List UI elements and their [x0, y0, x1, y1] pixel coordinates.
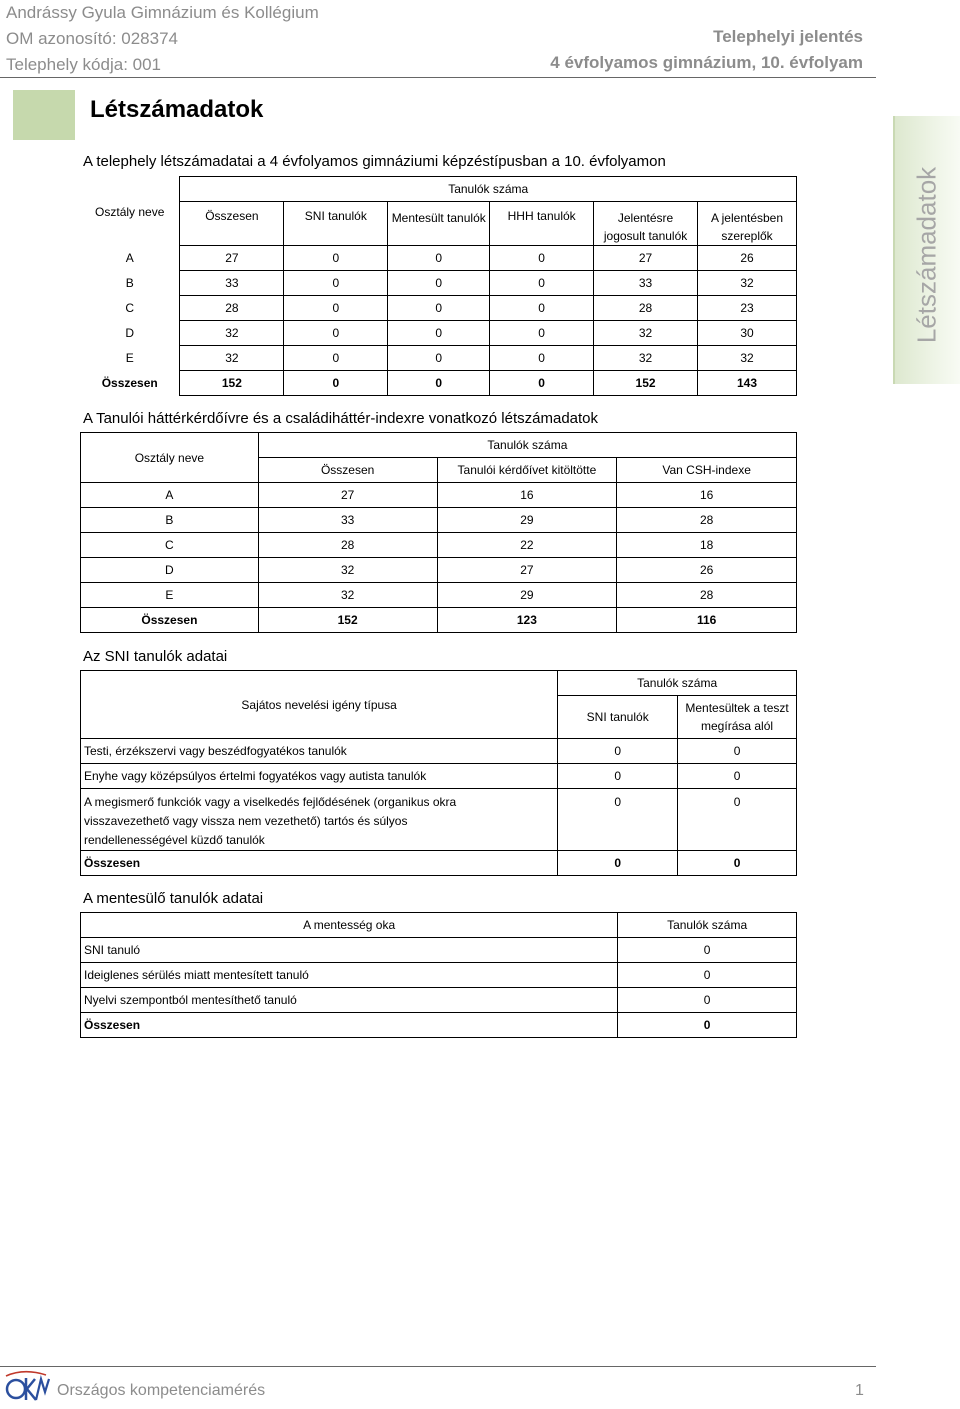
cell: 28	[180, 296, 284, 321]
col-header: Mentesült tanulók	[388, 202, 490, 246]
cell: 0	[558, 764, 678, 789]
table-row	[80, 246, 797, 271]
cell: 0	[490, 346, 594, 371]
table-row	[80, 271, 797, 296]
section-title: Létszámadatok	[90, 96, 264, 123]
table-row	[81, 583, 797, 608]
col-header: HHH tanulók	[490, 202, 594, 246]
cell: 0	[490, 321, 594, 346]
cell: 0	[284, 246, 388, 271]
om-id: OM azonosító: 028374	[6, 29, 179, 48]
cell: 0	[388, 296, 490, 321]
cell: 33	[258, 508, 437, 533]
cell: 28	[617, 583, 797, 608]
cell: C	[125, 301, 135, 315]
total-row	[81, 851, 797, 876]
cell: Összesen	[81, 608, 259, 633]
table-row	[81, 483, 797, 508]
site-code: Telephely kódja: 001	[6, 55, 162, 74]
cell: 0	[284, 371, 388, 396]
cell: 0	[284, 271, 388, 296]
cell: 33	[180, 271, 284, 296]
header-left	[6, 0, 319, 78]
okm-logo-icon	[4, 1370, 50, 1406]
table-row	[81, 789, 797, 851]
col-header: A jelentésben szereplők	[698, 202, 797, 246]
table2-caption: A Tanulói háttérkérdőívre és a családiháttér-indexre vonatkozó létszámadatok	[83, 410, 599, 427]
cell: 0	[618, 988, 797, 1013]
table-row	[80, 346, 797, 371]
table4-caption: A mentesülő tanulók adatai	[83, 890, 264, 907]
cell: Összesen	[81, 851, 558, 876]
table-row	[81, 558, 797, 583]
cell: 29	[437, 508, 617, 533]
class-name-header: Osztály neve	[81, 433, 259, 483]
class-name-header: Osztály neve	[95, 204, 165, 219]
cell: B	[125, 276, 134, 290]
page-number: 1	[855, 1382, 864, 1399]
cell: 143	[698, 371, 797, 396]
group-header: Tanulók száma	[558, 671, 797, 696]
header-divider	[0, 77, 876, 78]
cell: Összesen	[101, 376, 158, 390]
cell: SNI tanuló	[81, 938, 618, 963]
table1-body	[80, 246, 797, 396]
table-row	[81, 764, 797, 789]
cell: 18	[617, 533, 797, 558]
cell: 28	[617, 508, 797, 533]
table-row	[80, 321, 797, 346]
background-table	[80, 432, 797, 633]
cell: Testi, érzékszervi vagy beszédfogyatékos tanulók	[81, 739, 558, 764]
cell: 0	[678, 739, 797, 764]
cell: 16	[617, 483, 797, 508]
cell: 32	[180, 346, 284, 371]
cell: 0	[284, 321, 388, 346]
cell: 16	[437, 483, 617, 508]
cell: 0	[388, 271, 490, 296]
table1-caption: A telephely létszámadatai a 4 évfolyamos gimnáziumi képzéstípusban a 10. évfolyamon	[83, 153, 666, 170]
cell: 26	[698, 246, 797, 271]
cell: 32	[594, 346, 698, 371]
cell: 30	[698, 321, 797, 346]
cell: 116	[617, 608, 797, 633]
cell: 0	[388, 371, 490, 396]
cell: 0	[490, 246, 594, 271]
cell: D	[125, 326, 135, 340]
table3-caption: Az SNI tanulók adatai	[83, 648, 228, 665]
cell: Enyhe vagy középsúlyos értelmi fogyatékos vagy autista tanulók	[81, 764, 558, 789]
count-header: Tanulók száma	[618, 913, 797, 938]
cell: 0	[388, 346, 490, 371]
cell: C	[81, 533, 259, 558]
report-type: Telephelyi jelentés	[713, 27, 863, 46]
cell: A megismerő funkciók vagy a viselkedés fejlődésének (organikus okra visszavezethető vagy vissza nem vezethető) tartós és súlyos rendellenességével küzdő tanulók	[81, 789, 558, 851]
table-row	[81, 508, 797, 533]
cell: 0	[618, 938, 797, 963]
cell: 27	[594, 246, 698, 271]
footer-divider	[0, 1366, 876, 1367]
cell: E	[81, 583, 259, 608]
cell: 0	[558, 739, 678, 764]
cell: 0	[284, 296, 388, 321]
col-header: Tanulói kérdőívet kitöltötte	[437, 458, 617, 483]
section-marker	[13, 90, 75, 140]
footer-program: Országos kompetenciamérés	[57, 1382, 266, 1399]
total-row	[81, 1013, 797, 1038]
cell: 0	[388, 321, 490, 346]
cell: D	[81, 558, 259, 583]
cell: 0	[678, 764, 797, 789]
enrollment-table	[80, 176, 797, 396]
col-header: Jelentésre jogosult tanulók	[594, 202, 698, 246]
cell: 32	[180, 321, 284, 346]
table-row	[81, 938, 797, 963]
cell: 28	[258, 533, 437, 558]
cell: 0	[558, 789, 678, 851]
total-row	[80, 371, 797, 396]
grade-info: 4 évfolyamos gimnázium, 10. évfolyam	[550, 53, 863, 72]
col-header: Van CSH-indexe	[617, 458, 797, 483]
col-header: SNI tanulók	[558, 696, 678, 739]
cell: Összesen	[81, 1013, 618, 1038]
col-header: Mentesültek a teszt megírása alól	[678, 696, 797, 739]
cell: 0	[618, 1013, 797, 1038]
cell: 0	[490, 371, 594, 396]
cell: 0	[618, 963, 797, 988]
table-row	[80, 296, 797, 321]
cell: A	[81, 483, 259, 508]
table-row	[81, 533, 797, 558]
cell: 27	[437, 558, 617, 583]
cell: 32	[594, 321, 698, 346]
group-header: Tanulók száma	[258, 433, 796, 458]
cell: 0	[490, 271, 594, 296]
cell: 22	[437, 533, 617, 558]
cell: 152	[258, 608, 437, 633]
cell: 32	[698, 271, 797, 296]
cell: 0	[388, 246, 490, 271]
col-header: SNI tanulók	[284, 202, 388, 246]
cell: Nyelvi szempontból mentesíthető tanuló	[81, 988, 618, 1013]
cell: 0	[678, 851, 797, 876]
group-header: Tanulók száma	[180, 177, 797, 202]
sni-table	[80, 670, 797, 876]
col-header: Összesen	[258, 458, 437, 483]
side-tab-label: Létszámadatok	[911, 166, 942, 344]
header-right	[550, 24, 863, 76]
cell: 27	[258, 483, 437, 508]
total-row	[81, 608, 797, 633]
cell: 152	[180, 371, 284, 396]
cell: 0	[558, 851, 678, 876]
type-header: Sajátos nevelési igény típusa	[81, 671, 558, 739]
table-row	[81, 988, 797, 1013]
cell: 32	[258, 558, 437, 583]
cell: 33	[594, 271, 698, 296]
cell: 152	[594, 371, 698, 396]
table-row	[81, 739, 797, 764]
cell: 27	[180, 246, 284, 271]
cell: 123	[437, 608, 617, 633]
cell: 29	[437, 583, 617, 608]
cell: 26	[617, 558, 797, 583]
exempt-table	[80, 912, 797, 1038]
cell: Ideiglenes sérülés miatt mentesített tanuló	[81, 963, 618, 988]
cell: 32	[258, 583, 437, 608]
cell: 0	[284, 346, 388, 371]
cell: 0	[490, 296, 594, 321]
col-header: Összesen	[180, 202, 284, 246]
reason-header: A mentesség oka	[81, 913, 618, 938]
cell: E	[125, 351, 134, 365]
table-row	[81, 963, 797, 988]
cell: 23	[698, 296, 797, 321]
cell: B	[81, 508, 259, 533]
cell: 32	[698, 346, 797, 371]
cell: 28	[594, 296, 698, 321]
cell: 0	[678, 789, 797, 851]
school-name: Andrássy Gyula Gimnázium és Kollégium	[6, 3, 319, 22]
cell: A	[125, 251, 134, 265]
